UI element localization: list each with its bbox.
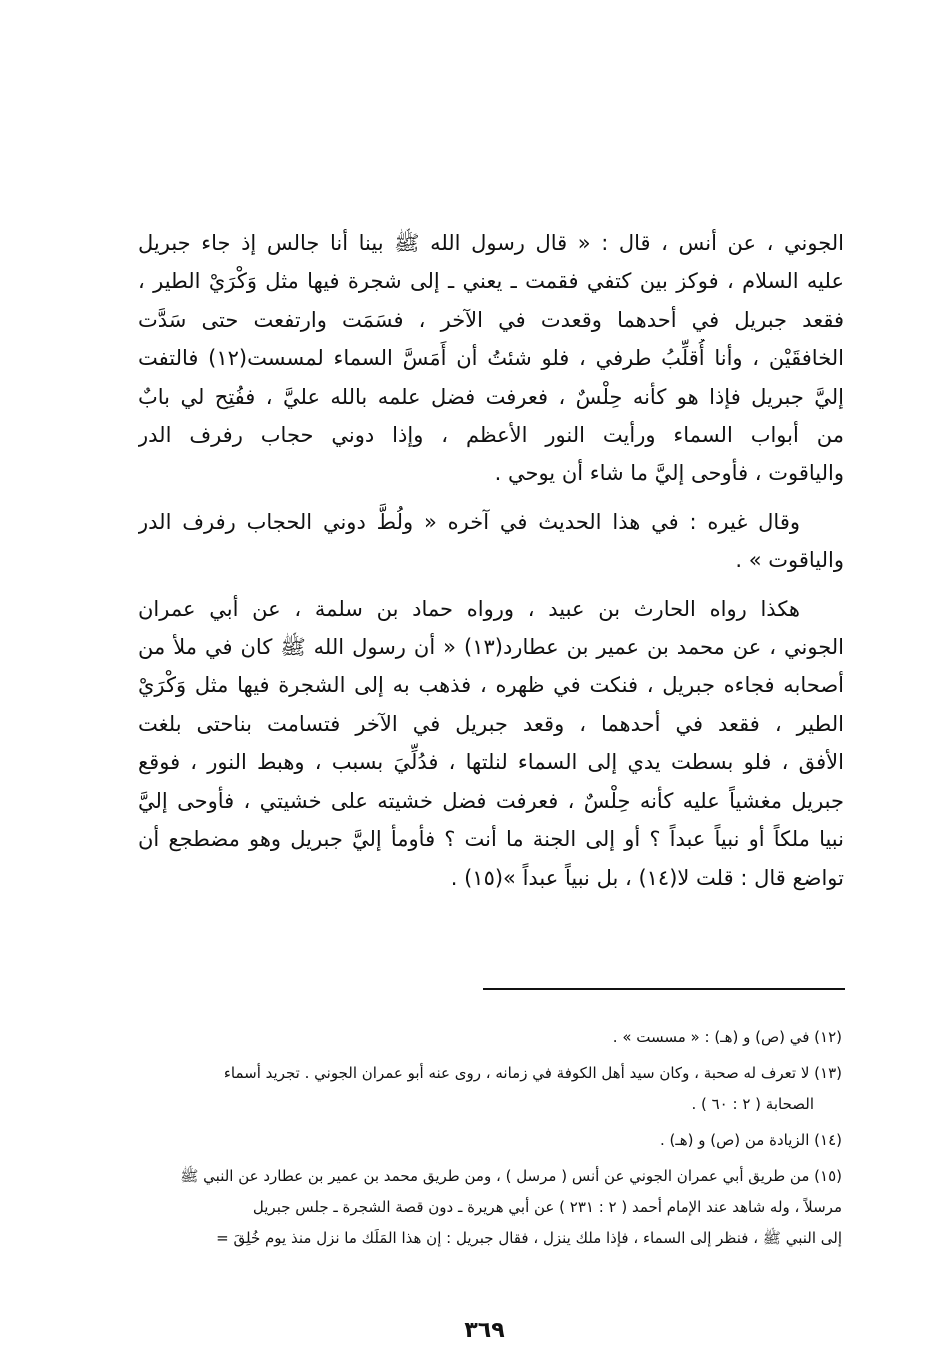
footnote-line: الصحابة ( ٢ : ٦٠ ) . [691, 1095, 814, 1113]
text-line: الأفق ، فلو بسطت يدي إلى السماء لنلتها ، فدُلِّيَ بسبب ، وهبط النور ، فوقع [138, 750, 844, 775]
text-line: هكذا رواه الحارث بن عبيد ، ورواه حماد بن سلمة ، عن أبي عمران [138, 596, 800, 621]
paragraph-3 [138, 590, 844, 897]
paragraph-1 [138, 224, 844, 493]
footnote-line: مرسلاً ، وله شاهد عند الإمام أحمد ( ٢ : ٢٣١ ) عن أبي هريرة ـ دون قصة الشجرة ـ جلس جبريل [252, 1198, 842, 1216]
text-line: الجوني ، عن محمد بن عمير بن عطارد(١٣) « أن رسول الله ﷺ كان في ملأ من [138, 635, 844, 660]
paragraph-2 [138, 503, 844, 580]
text-line: نبيا ملكاً أو نبياً عبداً ؟ أو إلى الجنة ما أنت ؟ فأومأ إليَّ جبريل وهو مضطجع أن [138, 827, 844, 852]
footnote-line: (١٢) في (ص) و (هـ) : « مسست » . [612, 1028, 842, 1046]
text-line: وقال غيره : في هذا الحديث في آخره « ولُطَّ دوني الحجاب رفرف الدر [138, 509, 800, 534]
text-line: الطير ، فقعد في أحدهما ، وقعد جبريل في الآخر فتسامت بناحتى بلغت [138, 711, 844, 736]
text-line: والياقوت ، فأوحى إليَّ ما شاء أن يوحي . [494, 461, 844, 486]
footnote-line: (١٤) الزيادة من (ص) و (هـ) . [659, 1131, 842, 1149]
text-line: الخافقَيْن ، وأنا أُقلِّبُ طرفي ، فلو شئتُ أن أَمَسَّ السماء لمسست(١٢) فالتفت [138, 346, 844, 371]
text-line: أصحابه فجاءه جبريل ، فنكت في ظهره ، فذهب به إلى الشجرة فيها مثل وَكْرَيْ [138, 673, 844, 698]
text-line: الجوني ، عن أنس ، قال : « قال رسول الله ﷺ بينا أنا جالس إذ جاء جبريل [138, 231, 844, 255]
text-line: عليه السلام ، فوكز بين كتفي فقمت ـ يعني ـ إلى شجرة فيها مثل وَكْرَيْ الطير ، [138, 269, 844, 294]
footnote-line: (١٣) لا تعرف له صحبة ، وكان سيد أهل الكوفة في زمانه ، روى عنه أبو عمران الجوني . تجريد أسماء [223, 1064, 842, 1082]
text-line: جبريل مغشياً عليه كأنه حِلْسٌ ، فعرفت فضل خشيته على خشيتي ، فأوحى إليَّ [138, 788, 844, 813]
text-line: تواضع قال : قلت لا(١٤) ، بل نبياً عبداً »(١٥) . [450, 865, 844, 890]
text-line: إليَّ جبريل فإذا هو كأنه حِلْسٌ ، فعرفت فضل علمه بالله عليَّ ، ففُتِح لي بابٌ [138, 384, 844, 409]
footnote-15 [130, 1161, 842, 1254]
footnotes [130, 1022, 842, 1254]
footnote-13 [130, 1058, 842, 1120]
footnote-line: إلى النبي ﷺ ، فنظر إلى السماء ، فإذا ملك ينزل ، فقال جبريل : إن هذا المَلَك ما نزل منذ يوم خُلِقَ = [216, 1229, 842, 1247]
text-line: من أبواب السماء ورأيت النور الأعظم ، وإذا دوني حجاب رفرف الدر [138, 423, 844, 448]
footnote-12 [130, 1022, 842, 1053]
footnote-separator [483, 988, 845, 990]
text-line: والياقوت » . [735, 548, 844, 573]
main-text [138, 224, 844, 897]
footnote-line: (١٥) من طريق أبي عمران الجوني عن أنس ( مرسل ) ، ومن طريق محمد بن عمير بن عطارد عن النبي ﷺ [180, 1167, 842, 1185]
page-number: ٣٦٩ [464, 1318, 505, 1343]
footnote-14 [130, 1125, 842, 1156]
text-line: فقعد جبريل في أحدهما وقعدت في الآخر ، فسَمَت وارتفعت حتى سَدَّت [138, 307, 844, 332]
